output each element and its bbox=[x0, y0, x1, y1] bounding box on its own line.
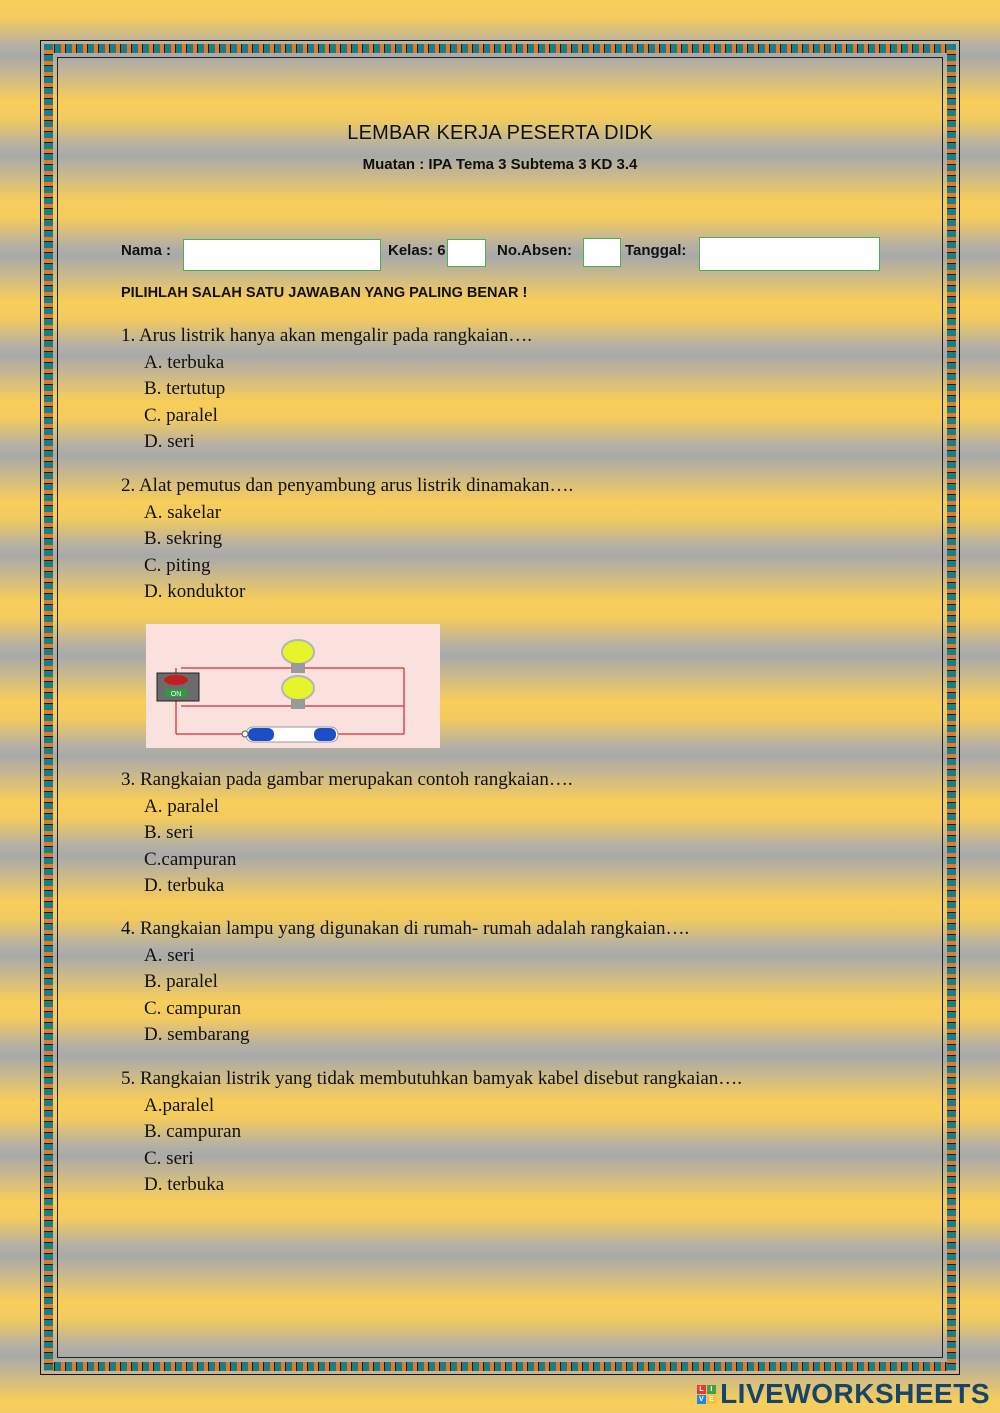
option-c[interactable]: C. campuran bbox=[144, 997, 242, 1019]
nama-label: Nama : bbox=[121, 242, 172, 259]
question-text: 2. Alat pemutus dan penyambung arus listrik dinamakan…. bbox=[121, 475, 574, 496]
option-a[interactable]: A. terbuka bbox=[144, 351, 225, 373]
absen-input[interactable] bbox=[583, 238, 621, 267]
question-text: 4. Rangkaian lampu yang digunakan di rumah- rumah adalah rangkaian…. bbox=[121, 918, 690, 939]
option-d[interactable]: D. konduktor bbox=[144, 581, 246, 602]
option-d[interactable]: D. terbuka bbox=[144, 875, 225, 896]
circuit-diagram bbox=[146, 624, 440, 748]
option-d[interactable]: D. sembarang bbox=[144, 1024, 250, 1045]
switch-red-button bbox=[164, 675, 188, 685]
page-title: LEMBAR KERJA PESERTA DIDK bbox=[347, 122, 653, 144]
question-text: 3. Rangkaian pada gambar merupakan contoh rangkaian…. bbox=[121, 769, 573, 790]
question-1 bbox=[121, 323, 532, 456]
option-b[interactable]: B. sekring bbox=[144, 528, 223, 549]
battery-icon bbox=[242, 727, 338, 742]
option-b[interactable]: B. paralel bbox=[144, 971, 218, 992]
border-stripe-right bbox=[947, 44, 956, 1371]
question-4 bbox=[121, 916, 689, 1049]
option-a[interactable]: A. seri bbox=[144, 944, 195, 966]
option-c[interactable]: C. seri bbox=[144, 1147, 194, 1169]
question-3 bbox=[121, 767, 573, 900]
border-stripe-top bbox=[44, 44, 956, 53]
tanggal-input[interactable] bbox=[699, 237, 880, 271]
question-text: 5. Rangkaian listrik yang tidak membutuhkan bamyak kabel disebut rangkaian…. bbox=[121, 1068, 743, 1089]
option-a[interactable]: A.paralel bbox=[144, 1094, 215, 1116]
tanggal-label: Tanggal: bbox=[625, 242, 687, 259]
switch-on-label: ON bbox=[170, 691, 182, 698]
liveworksheets-logo-icon bbox=[697, 1385, 716, 1404]
question-5 bbox=[121, 1066, 742, 1199]
kelas-input[interactable] bbox=[447, 239, 486, 267]
logo-letter: L bbox=[697, 1385, 706, 1394]
option-d[interactable]: D. terbuka bbox=[144, 1174, 225, 1195]
option-c[interactable]: C. piting bbox=[144, 554, 211, 576]
option-d[interactable]: D. seri bbox=[144, 431, 195, 452]
question-text: 1. Arus listrik hanya akan mengalir pada rangkaian…. bbox=[121, 325, 533, 346]
logo-letter: E bbox=[708, 1395, 715, 1403]
border-stripe-left bbox=[44, 44, 53, 1371]
watermark-text: LIVEWORKSHEETS bbox=[720, 1378, 990, 1409]
logo-letter: V bbox=[698, 1395, 705, 1403]
nama-input[interactable] bbox=[183, 239, 381, 271]
option-b[interactable]: B. tertutup bbox=[144, 378, 226, 399]
kelas-label: Kelas: 6 bbox=[388, 242, 446, 259]
circuit-image bbox=[146, 624, 440, 748]
bulb-icon bbox=[282, 676, 314, 709]
option-c[interactable]: C. paralel bbox=[144, 404, 218, 426]
page-subtitle: Muatan : IPA Tema 3 Subtema 3 KD 3.4 bbox=[362, 156, 638, 173]
option-c[interactable]: C.campuran bbox=[144, 848, 237, 870]
option-b[interactable]: B. campuran bbox=[144, 1121, 242, 1142]
question-2 bbox=[121, 473, 573, 606]
border-stripe-bottom bbox=[44, 1362, 956, 1371]
instruction-text: PILIHLAH SALAH SATU JAWABAN YANG PALING BENAR ! bbox=[121, 285, 528, 301]
absen-label: No.Absen: bbox=[497, 242, 572, 259]
option-b[interactable]: B. seri bbox=[144, 822, 194, 843]
option-a[interactable]: A. paralel bbox=[144, 795, 219, 817]
option-a[interactable]: A. sakelar bbox=[144, 501, 222, 523]
logo-letter: I bbox=[707, 1385, 716, 1394]
liveworksheets-watermark[interactable] bbox=[697, 1378, 990, 1410]
